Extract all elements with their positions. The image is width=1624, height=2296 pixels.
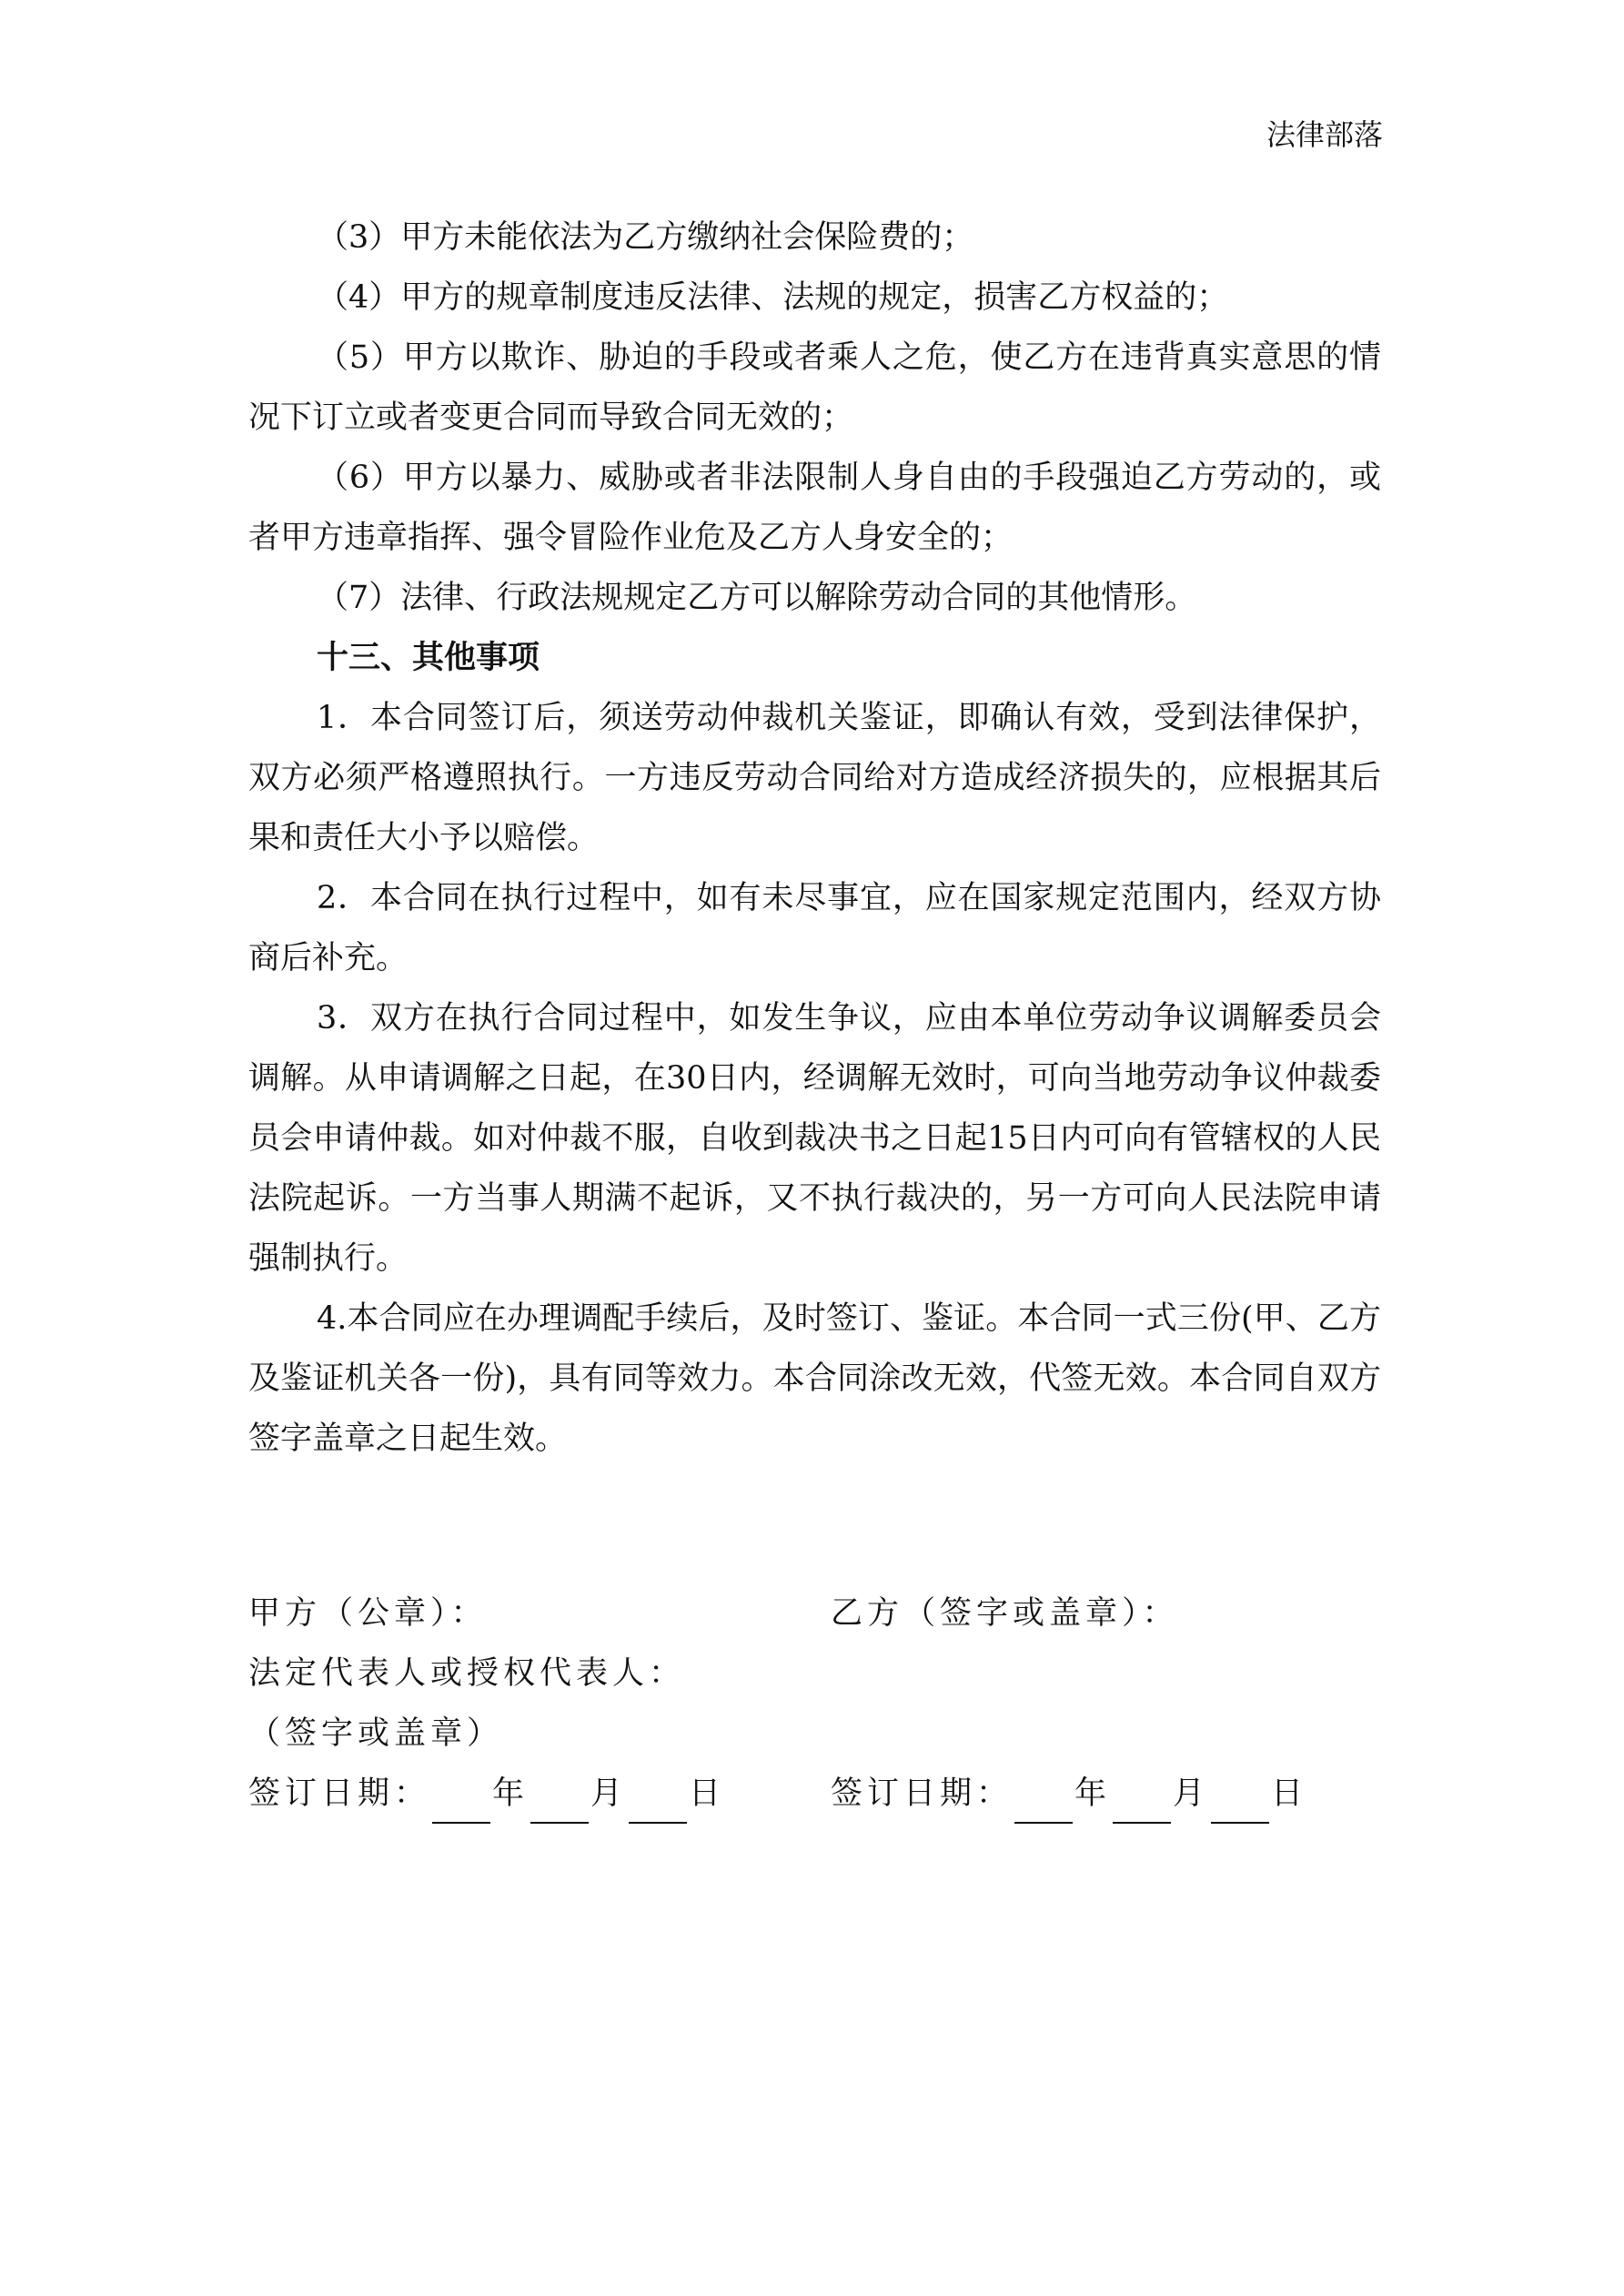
day-label: 日 <box>689 1775 726 1812</box>
clause-3: （3）甲方未能依法为乙方缴纳社会保险费的； <box>317 219 974 256</box>
year-label: 年 <box>1074 1775 1112 1812</box>
header-brand: 法律部落 <box>1266 117 1383 152</box>
clause-6: （6）甲方以暴力、威胁或者非法限制人身自由的手段强迫乙方劳动的，或者甲方违章指挥、强令冒险作业危及乙方人身安全的； <box>248 460 1381 556</box>
party-b-date <box>831 1764 1307 1824</box>
month-blank <box>1113 1782 1171 1824</box>
clause-5: （5）甲方以欺诈、胁迫的手段或者乘人之危，使乙方在违背真实意思的情况下订立或者变更合同而导致合同无效的； <box>248 339 1381 436</box>
date-label: 签订日期： <box>248 1775 431 1812</box>
year-blank <box>432 1782 490 1824</box>
date-label: 签订日期： <box>831 1775 1014 1812</box>
day-blank <box>629 1782 687 1824</box>
sign-or-seal-label: （签字或盖章） <box>248 1715 504 1752</box>
section-heading: 十三、其他事项 <box>317 640 540 676</box>
contract-body <box>248 207 1381 1469</box>
party-a-date <box>248 1775 725 1812</box>
signature-block <box>248 1583 1381 1824</box>
month-blank <box>530 1782 589 1824</box>
item-4: 4.本合同应在办理调配手续后，及时签订、鉴证。本合同一式三份(甲、乙方及鉴证机关各一份)，具有同等效力。本合同涂改无效，代签无效。本合同自双方签字盖章之日起生效。 <box>248 1300 1381 1457</box>
day-label: 日 <box>1271 1775 1308 1812</box>
party-a-label: 甲方（公章）： <box>248 1595 488 1632</box>
month-label: 月 <box>1173 1775 1210 1812</box>
year-label: 年 <box>492 1775 530 1812</box>
item-3: 3．双方在执行合同过程中，如发生争议，应由本单位劳动争议调解委员会调解。从申请调解之日起，在30日内，经调解无效时，可向当地劳动争议仲裁委员会申请仲裁。如对仲裁不服，自收到裁决书之日起15日内可向有管辖权的人民法院起诉。一方当事人期满不起诉，又不执行裁决的，另一方可向人民法院申请强制执行。 <box>248 1000 1381 1277</box>
item-2: 2．本合同在执行过程中，如有未尽事宜，应在国家规定范围内，经双方协商后补充。 <box>248 880 1381 976</box>
month-label: 月 <box>590 1775 628 1812</box>
clause-7: （7）法律、行政法规规定乙方可以解除劳动合同的其他情形。 <box>317 580 1197 616</box>
day-blank <box>1211 1782 1269 1824</box>
representative-label: 法定代表人或授权代表人： <box>248 1655 686 1692</box>
clause-4: （4）甲方的规章制度违反法律、法规的规定，损害乙方权益的； <box>317 279 1229 316</box>
item-1: 1．本合同签订后，须送劳动仲裁机关鉴证，即确认有效，受到法律保护，双方必须严格遵照执行。一方违反劳动合同给对方造成经济损失的，应根据其后果和责任大小予以赔偿。 <box>248 700 1381 856</box>
party-b-label: 乙方（签字或盖章）： <box>831 1595 1179 1632</box>
year-blank <box>1014 1782 1073 1824</box>
